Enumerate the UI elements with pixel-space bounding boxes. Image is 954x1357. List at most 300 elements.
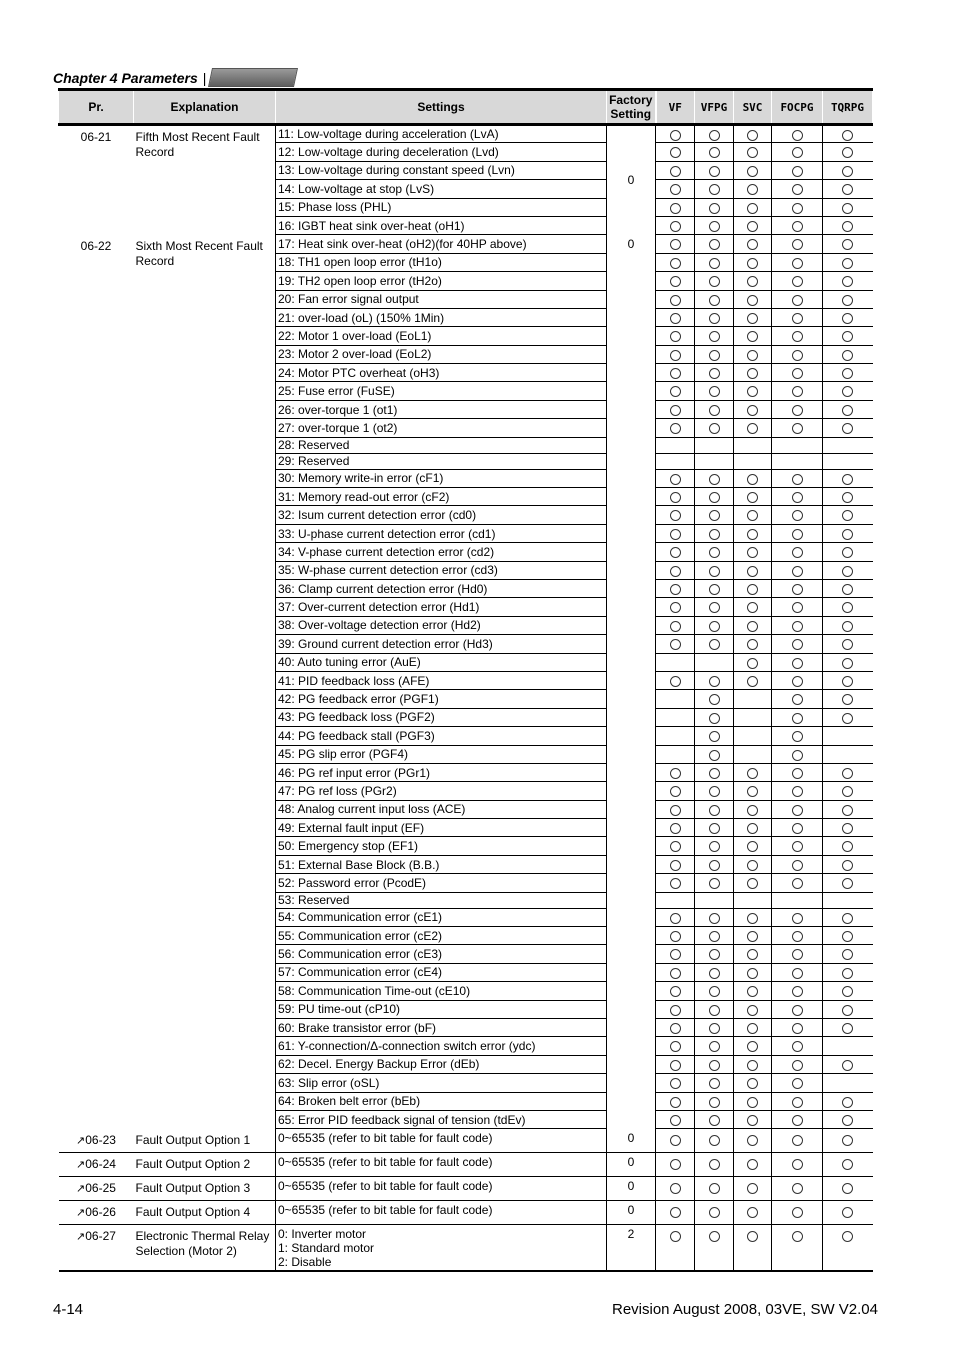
mode-cell <box>772 400 823 418</box>
circle-icon <box>792 878 803 889</box>
circle-icon <box>670 423 681 434</box>
mode-cell <box>695 1037 734 1055</box>
mode-cell <box>734 1037 772 1055</box>
circle-icon <box>792 1041 803 1052</box>
mode-cell <box>734 1201 772 1225</box>
circle-icon <box>842 658 853 669</box>
circle-icon <box>670 841 681 852</box>
circle-icon <box>792 147 803 158</box>
circle-icon <box>842 276 853 287</box>
mode-cell <box>734 837 772 855</box>
mode-cell <box>772 1018 823 1036</box>
parameter-code: ↗06-27 <box>59 1225 134 1271</box>
setting-value: 15: Phase loss (PHL) <box>276 198 607 216</box>
mode-cell <box>734 1110 772 1128</box>
circle-icon <box>709 184 720 195</box>
mode-cell <box>734 1225 772 1271</box>
mode-cell <box>734 1129 772 1153</box>
circle-icon <box>747 331 758 342</box>
circle-icon <box>670 968 681 979</box>
circle-icon <box>747 423 758 434</box>
circle-icon <box>842 492 853 503</box>
mode-cell <box>772 419 823 437</box>
setting-value: 45: PG slip error (PGF4) <box>276 745 607 763</box>
circle-icon <box>709 731 720 742</box>
mode-cell <box>772 180 823 198</box>
mode-cell <box>823 437 873 453</box>
mode-cell <box>823 488 873 506</box>
circle-icon <box>842 166 853 177</box>
circle-icon <box>747 658 758 669</box>
circle-icon <box>670 1060 681 1071</box>
mode-cell <box>656 419 695 437</box>
circle-icon <box>670 931 681 942</box>
mode-cell <box>823 216 873 234</box>
circle-icon <box>670 203 681 214</box>
circle-icon <box>670 986 681 997</box>
mode-cell <box>695 635 734 653</box>
parameter-code: 06-22 <box>80 238 112 253</box>
mode-cell <box>772 453 823 469</box>
circle-icon <box>747 1097 758 1108</box>
circle-icon <box>842 547 853 558</box>
mode-cell <box>656 1110 695 1128</box>
mode-cell <box>734 143 772 161</box>
mode-cell <box>695 782 734 800</box>
circle-icon <box>747 492 758 503</box>
mode-cell <box>656 945 695 963</box>
mode-cell <box>734 180 772 198</box>
mode-cell <box>695 419 734 437</box>
mode-cell <box>656 616 695 634</box>
mode-cell <box>734 598 772 616</box>
mode-cell <box>823 782 873 800</box>
circle-icon <box>842 694 853 705</box>
mode-cell <box>695 855 734 873</box>
mode-cell <box>772 1000 823 1018</box>
parameter-code: ↗06-25 <box>59 1177 134 1201</box>
table-header-row <box>59 90 873 125</box>
circle-icon <box>792 386 803 397</box>
circle-icon <box>709 147 720 158</box>
circle-icon <box>792 658 803 669</box>
mode-cell <box>656 524 695 542</box>
mode-cell <box>656 892 695 908</box>
mode-cell <box>695 800 734 818</box>
mode-cell <box>823 543 873 561</box>
col-pr: Pr. <box>59 90 134 125</box>
mode-cell <box>734 671 772 689</box>
mode-cell <box>772 963 823 981</box>
circle-icon <box>670 147 681 158</box>
circle-icon <box>709 676 720 687</box>
mode-cell <box>734 308 772 326</box>
mode-cell <box>734 327 772 345</box>
setting-value: 14: Low-voltage at stop (LvS) <box>276 180 607 198</box>
mode-cell <box>772 1092 823 1110</box>
col-focpg: FOCPG <box>772 90 823 125</box>
circle-icon <box>842 768 853 779</box>
circle-icon <box>842 1231 853 1242</box>
mode-cell <box>656 782 695 800</box>
mode-cell <box>695 1153 734 1177</box>
circle-icon <box>747 350 758 361</box>
mode-cell <box>823 253 873 271</box>
circle-icon <box>670 768 681 779</box>
mode-cell <box>695 579 734 597</box>
table-row <box>59 1153 873 1177</box>
mode-cell <box>734 1177 772 1201</box>
mode-cell <box>823 819 873 837</box>
mode-cell <box>695 1000 734 1018</box>
circle-icon <box>670 184 681 195</box>
page-number: 4-14 <box>53 1301 84 1318</box>
circle-icon <box>842 405 853 416</box>
circle-icon <box>792 474 803 485</box>
circle-icon <box>792 1115 803 1126</box>
mode-cell <box>695 345 734 363</box>
mode-cell <box>656 579 695 597</box>
mode-cell <box>823 1129 873 1153</box>
mode-cell <box>656 671 695 689</box>
circle-icon <box>792 184 803 195</box>
circle-icon <box>709 1135 720 1146</box>
circle-icon <box>792 221 803 232</box>
circle-icon <box>670 386 681 397</box>
circle-icon <box>709 621 720 632</box>
circle-icon <box>747 1135 758 1146</box>
circle-icon <box>670 492 681 503</box>
mode-cell <box>823 800 873 818</box>
mode-cell <box>772 216 823 234</box>
mode-cell <box>656 598 695 616</box>
circle-icon <box>747 986 758 997</box>
mode-cell <box>734 253 772 271</box>
circle-icon <box>747 295 758 306</box>
mode-cell <box>734 561 772 579</box>
mode-cell <box>656 763 695 781</box>
mode-cell <box>734 727 772 745</box>
circle-icon <box>842 713 853 724</box>
mode-cell <box>734 125 772 143</box>
circle-icon <box>747 258 758 269</box>
circle-icon <box>792 510 803 521</box>
circle-icon <box>842 203 853 214</box>
rw-running-icon: ↗ <box>76 1134 86 1147</box>
setting-value: 38: Over-voltage detection error (Hd2) <box>276 616 607 634</box>
circle-icon <box>792 258 803 269</box>
circle-icon <box>842 313 853 324</box>
mode-cell <box>823 561 873 579</box>
circle-icon <box>709 239 720 250</box>
mode-cell <box>823 419 873 437</box>
mode-cell <box>656 561 695 579</box>
circle-icon <box>709 639 720 650</box>
mode-cell <box>772 727 823 745</box>
mode-cell <box>695 945 734 963</box>
mode-cell <box>695 1201 734 1225</box>
circle-icon <box>670 405 681 416</box>
parameter-code: ↗06-26 <box>59 1201 134 1225</box>
mode-cell <box>772 561 823 579</box>
circle-icon <box>747 130 758 141</box>
circle-icon <box>747 566 758 577</box>
circle-icon <box>670 474 681 485</box>
setting-value: 34: V-phase current detection error (cd2) <box>276 543 607 561</box>
setting-value: 44: PG feedback stall (PGF3) <box>276 727 607 745</box>
circle-icon <box>709 203 720 214</box>
circle-icon <box>670 1207 681 1218</box>
circle-icon <box>842 1005 853 1016</box>
mode-cell <box>656 308 695 326</box>
mode-cell <box>695 1177 734 1201</box>
circle-icon <box>792 492 803 503</box>
mode-cell <box>695 1018 734 1036</box>
mode-cell <box>695 364 734 382</box>
circle-icon <box>670 313 681 324</box>
mode-cell <box>823 180 873 198</box>
mode-cell <box>772 524 823 542</box>
mode-cell <box>772 469 823 487</box>
setting-value: 11: Low-voltage during acceleration (LvA) <box>276 125 607 143</box>
circle-icon <box>842 621 853 632</box>
circle-icon <box>670 860 681 871</box>
table-row <box>59 1177 873 1201</box>
mode-cell <box>656 1074 695 1092</box>
setting-value: 13: Low-voltage during constant speed (Lvn) <box>276 161 607 179</box>
mode-cell <box>695 819 734 837</box>
circle-icon <box>792 639 803 650</box>
parameter-explanation: Sixth Most Recent Fault Record <box>135 238 263 268</box>
mode-cell <box>823 453 873 469</box>
mode-cell <box>772 837 823 855</box>
mode-cell <box>734 635 772 653</box>
circle-icon <box>842 1135 853 1146</box>
mode-cell <box>734 469 772 487</box>
circle-icon <box>747 1231 758 1242</box>
circle-icon <box>792 1183 803 1194</box>
circle-icon <box>792 768 803 779</box>
circle-icon <box>792 602 803 613</box>
circle-icon <box>792 1078 803 1089</box>
setting-value: 12: Low-voltage during deceleration (Lvd) <box>276 143 607 161</box>
mode-cell <box>823 763 873 781</box>
circle-icon <box>792 986 803 997</box>
mode-cell <box>734 782 772 800</box>
circle-icon <box>842 805 853 816</box>
mode-cell <box>772 1055 823 1073</box>
circle-icon <box>709 786 720 797</box>
circle-icon <box>842 350 853 361</box>
mode-cell <box>695 400 734 418</box>
rw-running-icon: ↗ <box>76 1183 86 1196</box>
circle-icon <box>792 295 803 306</box>
circle-icon <box>792 913 803 924</box>
mode-cell <box>656 837 695 855</box>
mode-cell <box>772 1110 823 1128</box>
setting-value: 39: Ground current detection error (Hd3) <box>276 635 607 653</box>
circle-icon <box>792 805 803 816</box>
mode-cell <box>734 927 772 945</box>
mode-cell <box>695 963 734 981</box>
circle-icon <box>709 750 720 761</box>
circle-icon <box>842 584 853 595</box>
mode-cell <box>734 506 772 524</box>
setting-value: 37: Over-current detection error (Hd1) <box>276 598 607 616</box>
circle-icon <box>792 331 803 342</box>
mode-cell <box>823 908 873 926</box>
mode-cell <box>823 272 873 290</box>
circle-icon <box>842 1060 853 1071</box>
mode-cell <box>823 1110 873 1128</box>
mode-cell <box>734 364 772 382</box>
circle-icon <box>747 1005 758 1016</box>
circle-icon <box>670 239 681 250</box>
mode-cell <box>734 1092 772 1110</box>
circle-icon <box>842 786 853 797</box>
setting-value: 20: Fan error signal output <box>276 290 607 308</box>
parameter-code: 06-21 <box>80 130 112 144</box>
mode-cell <box>772 763 823 781</box>
circle-icon <box>747 949 758 960</box>
mode-cell <box>695 161 734 179</box>
circle-icon <box>747 1207 758 1218</box>
circle-icon <box>670 350 681 361</box>
mode-cell <box>656 143 695 161</box>
mode-cell <box>823 653 873 671</box>
parameter-code: ↗06-24 <box>59 1153 134 1177</box>
mode-cell <box>823 635 873 653</box>
mode-cell <box>734 653 772 671</box>
mode-cell <box>695 745 734 763</box>
circle-icon <box>792 130 803 141</box>
circle-icon <box>842 913 853 924</box>
mode-cell <box>695 469 734 487</box>
mode-cell <box>695 308 734 326</box>
circle-icon <box>709 823 720 834</box>
circle-icon <box>709 295 720 306</box>
mode-cell <box>695 763 734 781</box>
circle-icon <box>709 258 720 269</box>
mode-cell <box>823 524 873 542</box>
circle-icon <box>747 968 758 979</box>
circle-icon <box>792 1023 803 1034</box>
mode-cell <box>823 327 873 345</box>
col-tqrpg: TQRPG <box>823 90 873 125</box>
mode-cell <box>656 364 695 382</box>
circle-icon <box>709 1183 720 1194</box>
mode-cell <box>734 819 772 837</box>
mode-cell <box>734 579 772 597</box>
mode-cell <box>823 308 873 326</box>
circle-icon <box>842 239 853 250</box>
circle-icon <box>792 1207 803 1218</box>
parameter-explanation: Fault Output Option 2 <box>134 1153 276 1177</box>
mode-cell <box>734 543 772 561</box>
circle-icon <box>792 1060 803 1071</box>
col-factory-setting: Factory Setting <box>607 90 656 125</box>
circle-icon <box>747 386 758 397</box>
mode-cell <box>772 579 823 597</box>
circle-icon <box>792 1005 803 1016</box>
mode-cell <box>695 437 734 453</box>
circle-icon <box>792 584 803 595</box>
circle-icon <box>842 602 853 613</box>
circle-icon <box>709 694 720 705</box>
setting-value: 51: External Base Block (B.B.) <box>276 855 607 873</box>
mode-cell <box>772 782 823 800</box>
mode-cell <box>656 982 695 1000</box>
setting-value: 16: IGBT heat sink over-heat (oH1) <box>276 216 607 234</box>
circle-icon <box>747 1023 758 1034</box>
circle-icon <box>842 968 853 979</box>
circle-icon <box>792 566 803 577</box>
mode-cell <box>656 543 695 561</box>
mode-cell <box>695 180 734 198</box>
mode-cell <box>656 198 695 216</box>
circle-icon <box>709 166 720 177</box>
circle-icon <box>792 949 803 960</box>
mode-cell <box>823 1153 873 1177</box>
mode-cell <box>695 290 734 308</box>
circle-icon <box>670 1115 681 1126</box>
col-vfpg: VFPG <box>695 90 734 125</box>
mode-cell <box>823 982 873 1000</box>
mode-cell <box>656 1177 695 1201</box>
mode-cell <box>772 253 823 271</box>
circle-icon <box>709 529 720 540</box>
circle-icon <box>709 350 720 361</box>
mode-cell <box>823 235 873 253</box>
circle-icon <box>709 1023 720 1034</box>
mode-cell <box>734 945 772 963</box>
circle-icon <box>670 130 681 141</box>
mode-cell <box>695 543 734 561</box>
mode-cell <box>823 143 873 161</box>
circle-icon <box>709 221 720 232</box>
circle-icon <box>709 331 720 342</box>
mode-cell <box>656 1225 695 1271</box>
circle-icon <box>792 860 803 871</box>
table-row <box>59 1225 873 1271</box>
circle-icon <box>670 166 681 177</box>
mode-cell <box>772 506 823 524</box>
setting-value: 36: Clamp current detection error (Hd0) <box>276 579 607 597</box>
circle-icon <box>747 676 758 687</box>
circle-icon <box>747 166 758 177</box>
mode-cell <box>734 400 772 418</box>
mode-cell <box>656 382 695 400</box>
mode-cell <box>695 235 734 253</box>
mode-cell <box>656 180 695 198</box>
col-svc: SVC <box>734 90 772 125</box>
circle-icon <box>747 1078 758 1089</box>
circle-icon <box>709 405 720 416</box>
mode-cell <box>734 524 772 542</box>
mode-cell <box>823 1074 873 1092</box>
circle-icon <box>747 931 758 942</box>
mode-cell <box>734 345 772 363</box>
circle-icon <box>670 1005 681 1016</box>
circle-icon <box>792 203 803 214</box>
circle-icon <box>842 841 853 852</box>
circle-icon <box>670 258 681 269</box>
setting-value: 50: Emergency stop (EF1) <box>276 837 607 855</box>
col-explanation: Explanation <box>134 90 276 125</box>
mode-cell <box>823 290 873 308</box>
mode-cell <box>656 453 695 469</box>
table-row <box>59 235 873 253</box>
